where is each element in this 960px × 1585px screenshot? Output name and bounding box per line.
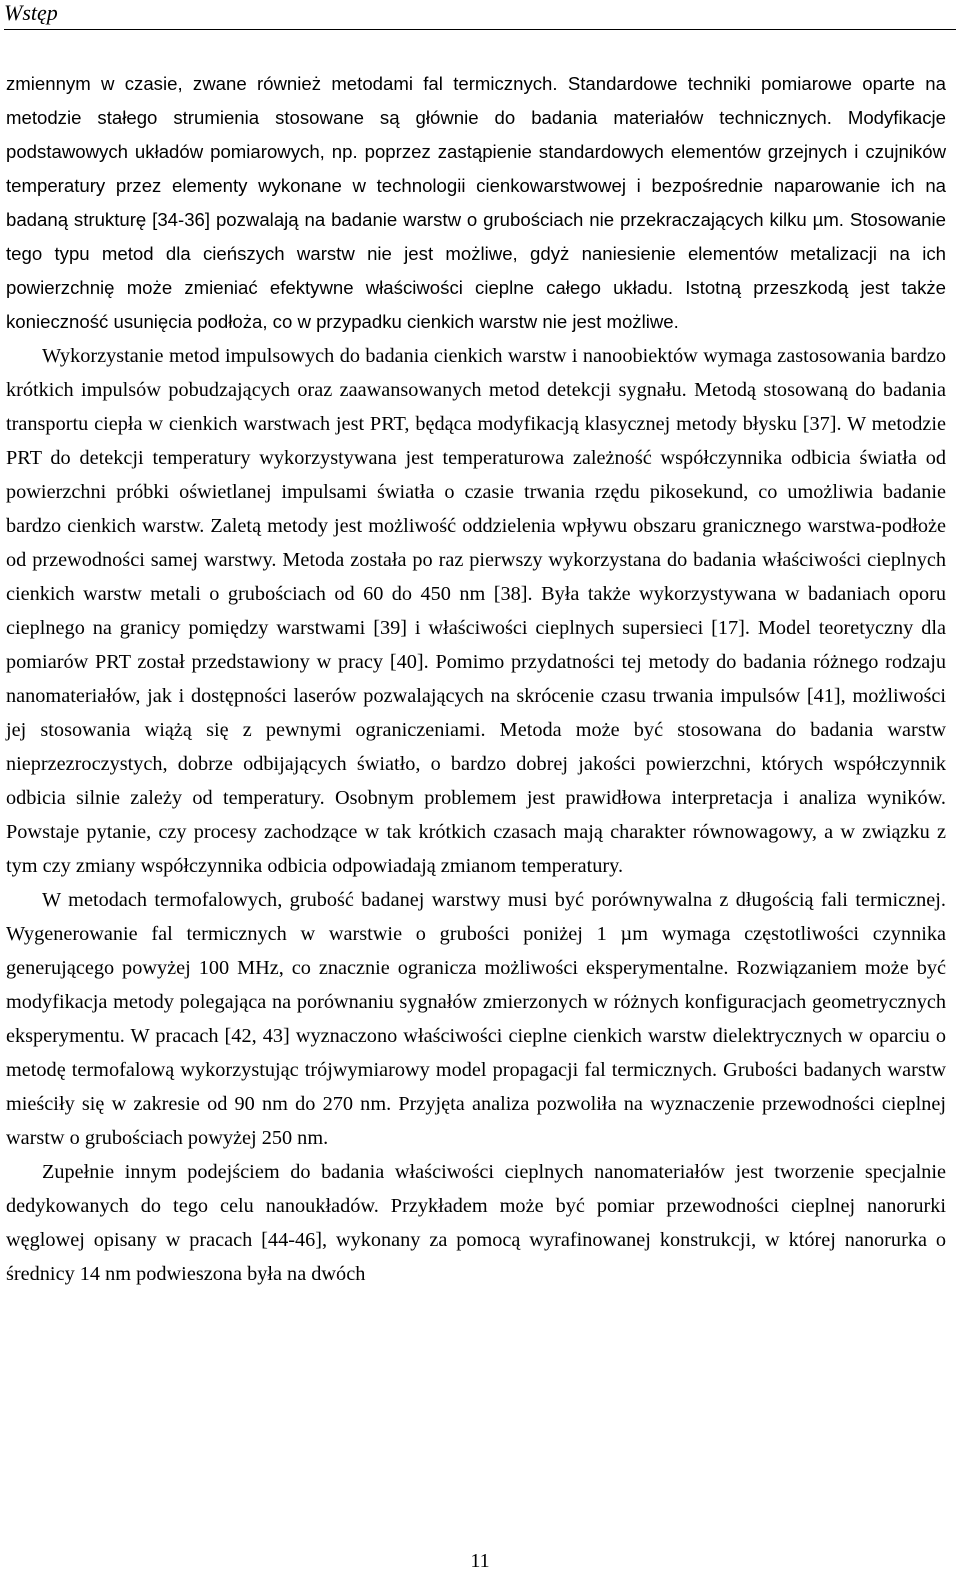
paragraph-1: zmiennym w czasie, zwane również metodami fal termicznych. Standardowe techniki pomiarowe oparte na metodzie stałego strumienia stosowane są głównie do badania materiałów technicznych. Modyfikacje podstawowych układów pomiarowych, np. poprzez zastąpienie standardowych elementów grzejnych i czujników temperatury przez elementy wykonane w technologii cienkowarstwowej i bezpośrednie naparowanie ich na badaną strukturę [34-36] pozwalają na badanie warstw o grubościach nie przekraczających kilku µm. Stosowanie tego typu metod dla cieńszych warstw nie jest możliwe, gdyż naniesienie elementów metalizacji na ich powierzchnię może zmieniać efektywne właściwości cieplne całego układu. Istotną przeszkodą jest także konieczność usunięcia podłoża, co w przypadku cienkich warstw nie jest możliwe. <box>6 73 946 332</box>
section-title: Wstęp <box>4 0 58 25</box>
paragraph-3: W metodach termofalowych, grubość badanej warstwy musi być porównywalna z długością fali termicznej. Wygenerowanie fal termicznych w warstwie o grubości poniżej 1 µm wymaga częstotliwości czynnika generującego powyżej 100 MHz, co znacznie ogranicza możliwości eksperymentalne. Rozwiązaniem może być modyfikacja metody polegająca na porównaniu sygnałów zmierzonych w różnych konfiguracjach geometrycznych eksperymentu. W pracach [42, 43] wyznaczono właściwości cieplne cienkich warstw dielektrycznych w oparciu o metodę termofalową wykorzystując trójwymiarowy model propagacji fal termicznych. Grubości badanych warstw mieściły się w zakresie od 90 nm do 270 nm. Przyjęta analiza pozwoliła na wyznaczenie przewodności cieplnej warstw o grubościach powyżej 250 nm. <box>6 889 946 1149</box>
running-header <box>4 0 956 30</box>
page-body <box>6 67 946 1291</box>
page-number: 11 <box>470 1550 490 1572</box>
paragraph-4: Zupełnie innym podejściem do badania właściwości cieplnych nanomateriałów jest tworzenie specjalnie dedykowanych do tego celu nanoukładów. Przykładem może być pomiar przewodności cieplnej nanorurki węglowej opisany w pracach [44-46], wykonany za pomocą wyrafinowanej konstrukcji, w której nanorurka o średnicy 14 nm podwieszona była na dwóch <box>6 1161 946 1285</box>
paragraph-2: Wykorzystanie metod impulsowych do badania cienkich warstw i nanoobiektów wymaga zastosowania bardzo krótkich impulsów pobudzających oraz zaawansowanych metod detekcji sygnału. Metodą stosowaną do badania transportu ciepła w cienkich warstwach jest PRT, będąca modyfikacją klasycznej metody błysku [37]. W metodzie PRT do detekcji temperatury wykorzystywana jest temperaturowa zależność współczynnika odbicia światła od powierzchni próbki oświetlanej impulsami światła o czasie trwania rzędu pikosekund, co umożliwia badanie bardzo cienkich warstw. Zaletą metody jest możliwość oddzielenia wpływu obszaru granicznego warstwa-podłoże od przewodności samej warstwy. Metoda została po raz pierwszy wykorzystana do badania właściwości cieplnych cienkich warstw metali o grubościach od 60 do 450 nm [38]. Była także wykorzystywana w badaniach oporu cieplnego na granicy pomiędzy warstwami [39] i właściwości cieplnych supersieci [17]. Model teoretyczny dla pomiarów PRT został przedstawiony w pracy [40]. Pomimo przydatności tej metody do badania różnego rodzaju nanomateriałów, jak i dostępności laserów pozwalających na skrócenie czasu trwania impulsów [41], możliwości jej stosowania wiążą się z pewnymi ograniczeniami. Metoda może być stosowana do badania warstw nieprzezroczystych, dobrze odbijających światło, o bardzo dobrej jakości powierzchni, których współczynnik odbicia silnie zależy od temperatury. Osobnym problemem jest prawidłowa interpretacja i analiza wyników. Powstaje pytanie, czy procesy zachodzące w tak krótkich czasach mają charakter równowagowy, a w związku z tym czy zmiany współczynnika odbicia odpowiadają zmianom temperatury. <box>6 345 946 877</box>
